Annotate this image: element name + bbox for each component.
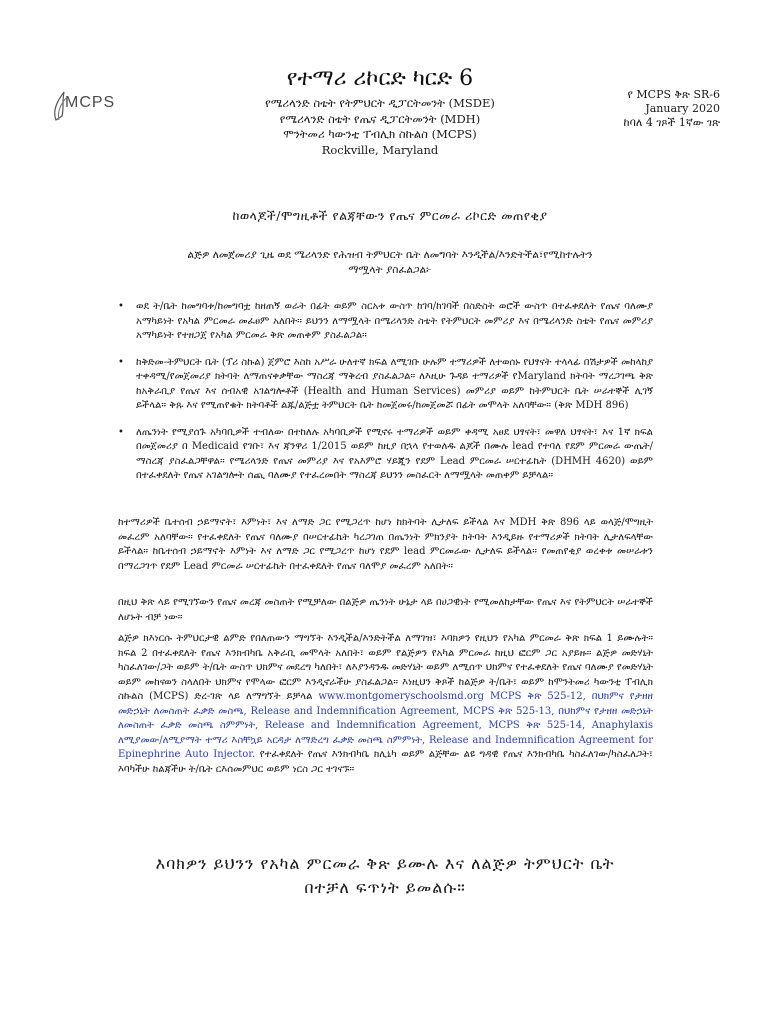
exemption-paragraph: ከተማሪዎች ቤተሰብ ኃይማኖት፣ እምነት፣ እና ለማድ ጋር የሚጋረጥ ከሆነ ከክትባት ሊታለፍ ይችላል እና MDH ቅጽ 896 ላይ ወላጅ/ሞግዚት መፈረም አለባቸው። የተፈቀደለት የጤና ባለሙያ በሠርተፊኬት ካረጋገጠ በጤንነት ምክንያት ክትባት እንዲይዙ የተማሪዎች ክትባት ሊታለፍላቸው ይችላል። ከቤተሰብ ኃይማኖት እምነት እና ለማድ ጋር የሚጋረጥ ከሆነ የደም lead ምርመራው ሊታለፍ ይችላል። የመጠየቂያ ወረቀቱ መሠራቱን በማረጋገጥ የደም Lead ምርመራ ሠርተፊኬት በተፈቀደለት የጤና ባለሞያ መፈረም አለበት። xyxy=(118,517,653,572)
instructions-text: ልጅዎ ክእነርሱ ትምህርታዊ ልምድ የበለጠውን ማግኘት እንዲችል/እንድትችል ለማገዝ፣ እባክዎን የዚህን የአካል ምርመራ ቅጽ ክፍል 1 ይሙሉት። ክፍል 2 በተፈቀደለት የጤና እንክብካቤ አቅራቢ መሞላት አለበት፣ ወይም የልጅዎን የአካል ምርመራ ከዚህ ፎርም ጋር አያይዙ። ልጅዎ መድሃኒት ካስፈለገው/ጋት ወይም ት/ቤት ውስጥ ህክምና መደረግ ካለበት፣ ለእያንዳንዱ መድሃኒት ወይም ለሚሰጥ ህክምና የተፈቀደለት የጤና ባለሙያ የመድሃኒት ወይም መከናወን ስላለበት ህክምና የሞላው ፎርም እንዲኖራችሁ ያስፈልጋል። እነዚህን ቅጾች ከልጅዎ ት/ቤት፣ ወይም ከሞንትመሪ ካውንቲ ፐብሊክ ስኩልስ (MCPS) ድረ-ገጽ ላይ ለማግኘት ይቻላል xyxy=(118,633,653,702)
privacy-paragraph: በዚህ ቅጽ ላይ የሚገኘውን የጤና መረጃ መስጠት የሚቻለው በልጅዎ ጤንነት ሁኔታ ላይ በሀጋዊነት የሚመለከታቸው የጤና እና የትምህርት ሠራተኞች ለሆኑት ብቻ ነው። xyxy=(118,597,653,623)
mcps-logo xyxy=(50,86,120,126)
intro-text: ልጅዎ ለመጀመሪያ ጊዜ ወደ ሜሪላንድ የሕዝብ ትምህርት ቤት ለመግባት እንዲችል/እንድትችል፣የሚከተሉትን ማሟላት ያስፈልጋል፦ xyxy=(187,249,593,276)
list-item-text: ለጤንነት የሚያሰጉ አካባቢዎች ተብለው በተከለሉ አካባቢዎች የሚኖሩ ተማሪዎች ወይም ቀዳሚ አፀደ ህፃናት፣ መዋለ ህፃናት፣ እና 1ኛ ክፍል በመጀመሪያ በ Medicaid የገቡ፣ እና ጃንዋሪ 1/2015 ወይም ከዚያ በኋላ የተወለዱ ልጆች በሙሉ lead የተባለ የደም ምርመራ ውጤት/ማስረጃ ያስፈልጋቸዋል። የሜሪላንድ የጤና መምሪያ እና የአእምሮ ሃይጂን የደም Lead ምርመራ ሠርተፊኬት (DHMH 4620) ወይም በተፈቀደለት የጤና አገልግሎት ሰጪ ባለሙያ የተፈረመበት ማስረጃ ይህንን መስፈርት ለማሟላት መጠቀም ይቻላል። xyxy=(136,426,653,481)
agency-line-mdh: የሜሪላንድ ስቴት የጤና ዲፓርትመንት (MDH) xyxy=(279,111,481,126)
list-item xyxy=(118,356,653,414)
list-item xyxy=(118,426,653,484)
list-item-text: ወደ ት/ቤት ከመግባቱ/ከመግባቷ ከዘጠኝ ወራት በፊት ወይም ስርአቱ ውስጥ ከገባ/ከገባች በስድስት ወሮች ውስጥ በተፈቀደለት የጤና ባለሙያ አማካይነት የአካል ምርመራ መፈፀም አለበት። ይህንን ለማሟላት በሜሪላንድ ስቴት የትምህርት መምሪያ እና በሜሪላንድ ስቴት የጤና መምሪያ አማካይነት የተዘጋጀ የአካል ምርመራ ቅጽ መጠቀም ያስፈልጋል። xyxy=(136,301,653,341)
bullet-icon: • xyxy=(118,301,124,312)
page-indicator: ከባለ 4 ገጾች 1ኛው ገጽ xyxy=(623,116,720,129)
bullet-icon: • xyxy=(118,356,124,368)
closing-instruction: እባክዎን ይህንን የአካል ምርመራ ቅጽ ይሙሉ እና ለልጅዎ ትምህርት ቤት በተቻለ ፍጥነት ይመልሱ። xyxy=(155,854,615,897)
document-title: የተማሪ ሪኮርድ ካርድ 6 xyxy=(286,66,474,91)
form-meta xyxy=(600,88,720,130)
forms-link[interactable]: www.montgomeryschoolsmd.org MCPS ቅጽ 525-12, በህክምና የታዘዘ መድኃኒት ለመስጠት ፈቃድ መስጫ, Release and Indemnification Agreement, MCPS ቅጽ 525-13, በህክምና የታዘዘ መድኃኒት ለመስጠት ፈቃድ መስጫ ስምምነት, Release and Indemnification Agreement, MCPS ቅጽ 525-14, Anaphylaxis ለሚያመው/ለሚያማት ተማሪ እስቸኳይ አርዳታ ለማድረግ ፈቃድ መስጫ ስምምነት, Release and Indemnification Agreement for Epinephrine Auto Injector. xyxy=(118,691,653,760)
list-item xyxy=(118,300,653,344)
agency-block xyxy=(230,96,530,158)
requirements-list xyxy=(118,300,653,496)
logo-text: MCPS xyxy=(65,94,116,111)
agency-line-mcps: ሞንትመሪ ካውንቲ ፐብሊክ ስኩልስ (MCPS) xyxy=(283,127,477,141)
bullet-icon: • xyxy=(118,426,124,438)
agency-line-location: Rockville, Maryland xyxy=(321,142,439,157)
form-date: January 2020 xyxy=(645,102,720,115)
section-title: ከወላጆች/ሞግዚቶች የልጃቸውን የጤና ምርመራ ሪኮርድ መጠየቂያ xyxy=(232,208,548,223)
instructions-paragraph xyxy=(118,632,653,777)
instructions-text-end: የተፈቀደለት የጤና እንክብካቤ ክሊኒካ ወይም ልጅቸው ልዩ ግዳዊ የጤና እንክብካቤ ካስፈለገው/ካስፈለጋት፣ እባካችሁ ከልጃችሁ ት/ቤት ርእሰመምህር ወይም ነርስ ጋር ተገናኙ። xyxy=(118,749,654,775)
agency-line-msde: የሜሪላንድ ስቴት የትምህርት ዲፓርትመንት (MSDE) xyxy=(265,96,495,110)
list-item-text: ከቅድመ-ትምህርት ቤት (ፕሪ ስኩል) ጀምሮ እስከ አሥራ ሁለተኛ ክፍል ለሚገቡ ሁሉም ተማሪዎች ለተወሰኑ የህፃናት ተላላፊ በሽታዎች መከላከያ ተቀዳሚ/የመጀመሪያ ክትባት ለማጠናቀቃቸው ማስረጃ ማቅረብ ያስፈልጋል። ለእዚሁ ጉዳይ ተማሪዎች የMaryland ክትባት ማረጋገጫ ቅጽ ከአቅራቢያ የጤና እና ሰብአዊ አገልግሎቶች (Health and Human Services) መምሪያ ወይም ከትምህርት ቤት ሠራተኞች ሊገኝ ይችላል። ቅጹ እና የሚጠየቁት ክትባቶች ልጁ/ልጅቷ ትምህርት ቤት ከመጀመሩ/ከመጀመሯ በፊት መሞላት አለባቸው። (ቅጽ MDH 896) xyxy=(136,356,653,411)
form-number: የ MCPS ቅጽ SR-6 xyxy=(627,88,720,101)
